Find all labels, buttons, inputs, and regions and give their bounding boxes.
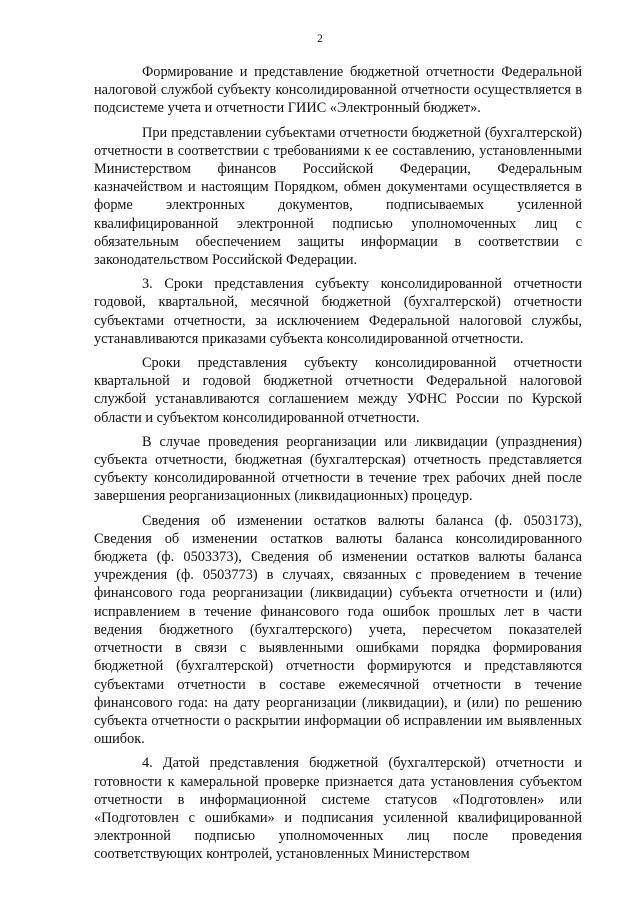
paragraph-section-4-submission-date: 4. Датой представления бюджетной (бухгалтерской) отчетности и готовности к камеральной проверке признается дата установления субъектом отчетности в информационной системе статусов «Подготовлен» или «Подготовлен с ошибками» и подписания усиленной квалифицированной электронной подписью уполномоченных лиц после проведения соответствующих контролей, установленных Министерством	[94, 755, 582, 863]
paragraph-balance-change-info: Сведения об изменении остатков валюты баланса (ф. 0503173), Сведения об изменении остатков валюты баланса консолидированного бюджета (ф. 0503373), Сведения об изменении остатков валюты баланса учреждения (ф. 0503773) в случаях, связанных с проведением в течение финансового года реорганизации (ликвидации) субъекта отчетности и (или) исправлением в течение финансового года ошибок прошлых лет в части ведения бюджетного (бухгалтерского) учета, пересчетом показателей отчетности в связи с выявленными ошибками порядка формирования бюджетной (бухгалтерской) отчетности формируются и представляются субъектами отчетности в составе ежемесячной отчетности в течение финансового года: на дату реорганизации (ликвидации), и (или) по решению субъекта отчетности о раскрытии информации об исправлении им выявленных ошибок.	[94, 512, 582, 748]
document-body	[94, 63, 582, 870]
paragraph-formation-submission: Формирование и представление бюджетной отчетности Федеральной налоговой службой субъекту консолидированной отчетности осуществляется в подсистеме учета и отчетности ГИИС «Электронный бюджет».	[94, 64, 582, 117]
paragraph-section-3-deadlines: 3. Сроки представления субъекту консолидированной отчетности годовой, квартальной, месячной бюджетной (бухгалтерской) отчетности субъектами отчетности, за исключением Федеральной налоговой службы, устанавливаются приказами субъекта консолидированной отчетности.	[94, 276, 582, 347]
paragraph-fns-deadlines: Сроки представления субъекту консолидированной отчетности квартальной и годовой бюджетной отчетности Федеральной налоговой службой устанавливаются соглашением между УФНС России по Курской области и субъектом консолидированной отчетности.	[94, 355, 582, 426]
paragraph-reorganization: В случае проведения реорганизации или ликвидации (упразднения) субъекта отчетности, бюджетная (бухгалтерская) отчетность представляется субъекту консолидированной отчетности в течение трех рабочих дней после завершения реорганизационных (ликвидационных) процедур.	[94, 433, 582, 505]
paragraph-electronic-exchange: При представлении субъектами отчетности бюджетной (бухгалтерской) отчетности в соответствии с требованиями к ее составлению, установленными Министерством финансов Российской Федерации, Федеральным казначейством и настоящим Порядком, обмен документами осуществляется в форме электронных документов, подписываемых усиленной квалифицированной электронной подписью уполномоченных лиц с обязательным обеспечением защиты информации в соответствии с законодательством Российской Федерации.	[94, 124, 582, 269]
page-number: 2	[317, 33, 323, 45]
